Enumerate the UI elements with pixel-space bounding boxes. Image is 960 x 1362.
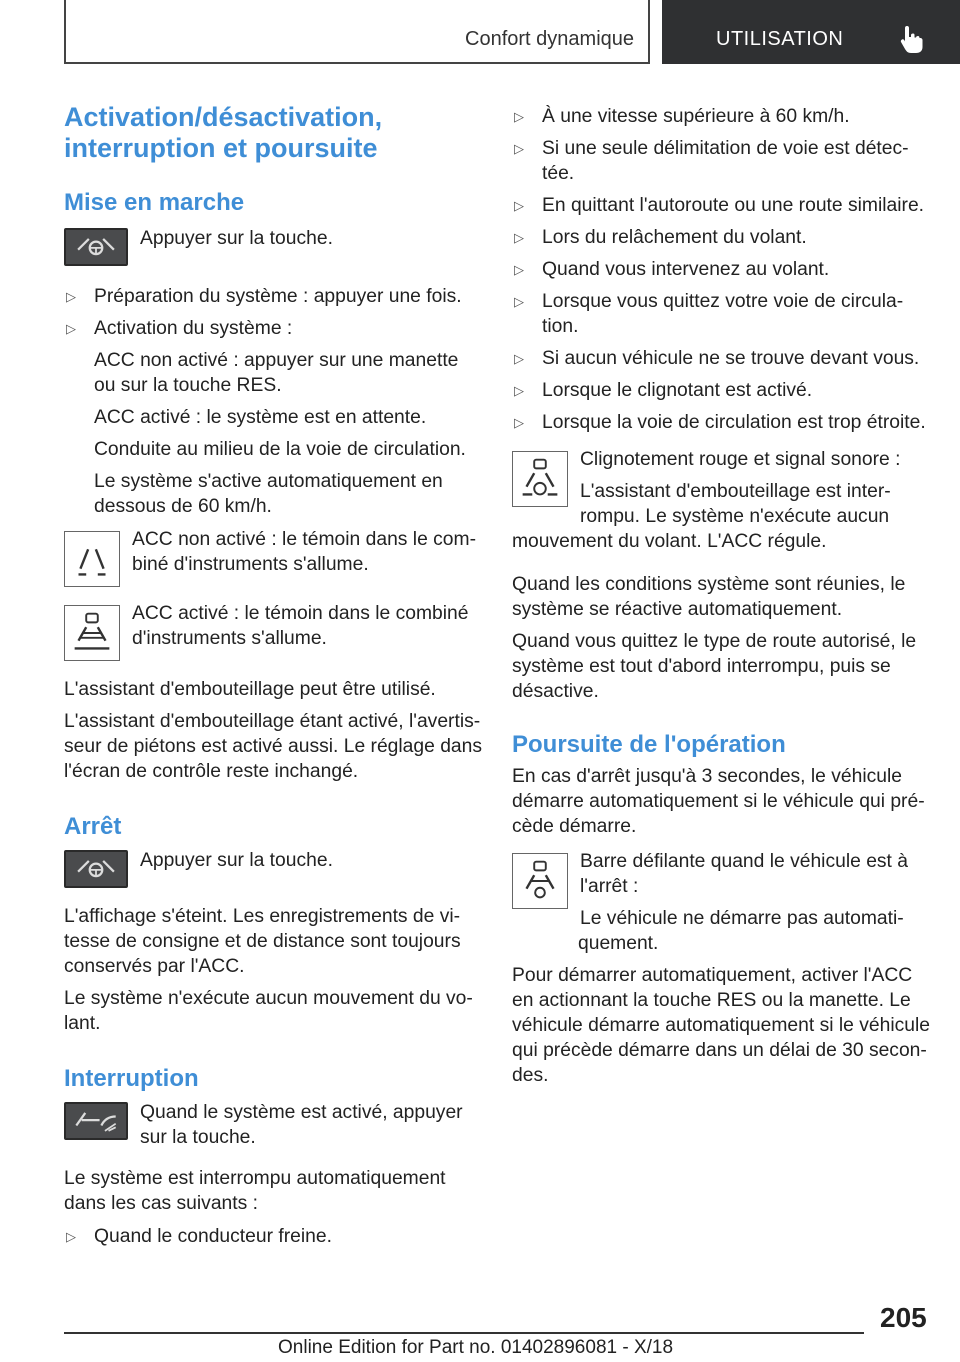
chapter-title: UTILISATION: [716, 28, 844, 50]
traffic-jam-assistant-red-icon: [512, 451, 568, 507]
page-number: 205: [880, 1302, 927, 1333]
button-instruction: Appuyer sur la touche.: [140, 228, 333, 249]
indicator-text: ACC activé : le témoin dans le combiné d'instruments s'allume.: [132, 603, 469, 649]
interruption-list: [64, 1224, 484, 1249]
paragraph: L'assistant d'embouteillage étant activé, l'avertisseur de piétons est activé aussi. Le réglage dans l'écran de contrôle reste inchangé.: [64, 711, 483, 782]
list-item: ▷ Lorsque la voie de circulation est trop étroite.: [514, 412, 926, 433]
indicator-block-interrupted: [512, 447, 930, 554]
triangle-bullet-icon: ▷: [514, 415, 524, 430]
triangle-bullet-icon: ▷: [514, 109, 524, 124]
heading-arret: Arrêt: [64, 813, 122, 840]
left-column: [64, 100, 484, 1249]
list-item: ▷ Lors du relâchement du volant.: [514, 227, 807, 248]
triangle-bullet-icon: ▷: [66, 321, 76, 336]
section-title: Confort dynamique: [465, 28, 634, 50]
button-instruction: Quand le système est activé, appuyer sur la touche.: [140, 1102, 463, 1148]
pointing-hand-icon: [898, 24, 926, 54]
button-instruction: Appuyer sur la touche.: [140, 850, 333, 871]
list-item: ▷ Si aucun véhicule ne se trouve devant vous.: [514, 348, 920, 369]
right-column: [512, 104, 930, 1088]
list-item: ▷ En quittant l'autoroute ou une route similaire.: [514, 195, 925, 216]
indicator-text: L'assistant d'embouteillage est interrompu. Le système n'exécute aucun mouvement du volant. L'ACC régule.: [512, 481, 891, 552]
list-item: ▷ Activation du système :: [66, 318, 293, 339]
triangle-bullet-icon: ▷: [66, 1229, 76, 1244]
triangle-bullet-icon: ▷: [514, 198, 524, 213]
list-item: ▷ Lorsque vous quittez votre voie de circulation.: [514, 291, 904, 337]
lane-indicator-icon: [64, 531, 120, 587]
paragraph: Pour démarrer automatiquement, activer l'ACC en actionnant la touche RES ou la manette. Le véhicule démarre automatiquement si le véhicule qui précède démarre dans un délai de 30 secondes.: [512, 965, 930, 1086]
interrupt-button-icon: [64, 1102, 128, 1140]
button-row-interrupt: [64, 1100, 484, 1162]
indicator-text: Le véhicule ne démarre pas automatiquement.: [578, 908, 904, 954]
page-header: [0, 0, 960, 66]
paragraph: Quand les conditions système sont réunies, le système se réactive automatiquement.: [512, 574, 906, 620]
heading-mise-en-marche: Mise en marche: [64, 189, 245, 216]
triangle-bullet-icon: ▷: [514, 383, 524, 398]
list-item: ▷ Préparation du système : appuyer une fois.: [66, 286, 462, 307]
indicator-block-standstill: [512, 849, 930, 956]
paragraph: L'affichage s'éteint. Les enregistrements de vitesse de consigne et de distance sont toujours conservés par l'ACC.: [64, 906, 461, 977]
triangle-bullet-icon: ▷: [514, 230, 524, 245]
section-box: [64, 0, 650, 64]
triangle-bullet-icon: ▷: [514, 351, 524, 366]
indicator-block-active: [64, 601, 484, 665]
acc-button-icon: [64, 850, 128, 888]
list-item: ▷ Quand le conducteur freine.: [66, 1226, 332, 1247]
triangle-bullet-icon: ▷: [514, 141, 524, 156]
indicator-text: Clignotement rouge et signal sonore :: [580, 449, 901, 470]
footer-edition: Online Edition for Part no. 01402896081 - X/18: [278, 1337, 674, 1358]
chapter-tab: [662, 0, 960, 64]
button-row-start: [64, 226, 484, 282]
list-item: ▷ À une vitesse supérieure à 60 km/h.: [514, 106, 850, 127]
list-item: ▷ Lorsque le clignotant est activé.: [514, 380, 813, 401]
sub-paragraph: Le système s'active automatiquement en dessous de 60 km/h.: [94, 471, 443, 517]
triangle-bullet-icon: ▷: [514, 294, 524, 309]
paragraph: Quand vous quittez le type de route autorisé, le système est tout d'abord interrompu, puis se désactive.: [512, 631, 917, 702]
footer-divider: [64, 1332, 864, 1334]
paragraph: En cas d'arrêt jusqu'à 3 secondes, le véhicule démarre automatiquement si le véhicule qui précède démarre.: [512, 766, 925, 837]
paragraph: Le système est interrompu automatiquement dans les cas suivants :: [64, 1168, 446, 1214]
triangle-bullet-icon: ▷: [66, 289, 76, 304]
button-row-stop: [64, 848, 484, 904]
sub-paragraph: Conduite au milieu de la voie de circulation.: [94, 439, 466, 460]
section-heading: Activation/désactivation, interruption et poursuite: [64, 102, 383, 163]
start-list: [64, 284, 484, 341]
indicator-text: Barre défilante quand le véhicule est à l'arrêt :: [580, 851, 908, 897]
heading-interruption: Interruption: [64, 1065, 199, 1092]
acc-button-icon: [64, 228, 128, 266]
paragraph: Le système n'exécute aucun mouvement du volant.: [64, 988, 473, 1034]
paragraph: L'assistant d'embouteillage peut être utilisé.: [64, 679, 436, 700]
triangle-bullet-icon: ▷: [514, 262, 524, 277]
list-item: ▷ Quand vous intervenez au volant.: [514, 259, 830, 280]
interruption-cases-list: [512, 104, 930, 435]
indicator-block-inactive: [64, 527, 484, 591]
sub-paragraph: ACC non activé : appuyer sur une manette ou sur la touche RES.: [94, 350, 459, 396]
indicator-text: ACC non activé : le témoin dans le combiné d'instruments s'allume.: [132, 529, 477, 575]
list-item: ▷ Si une seule délimitation de voie est détectée.: [514, 138, 909, 184]
heading-poursuite: Poursuite de l'opération: [512, 731, 786, 758]
sub-paragraph: ACC activé : le système est en attente.: [94, 407, 427, 428]
traffic-jam-assistant-icon: [64, 605, 120, 661]
standstill-indicator-icon: [512, 853, 568, 909]
